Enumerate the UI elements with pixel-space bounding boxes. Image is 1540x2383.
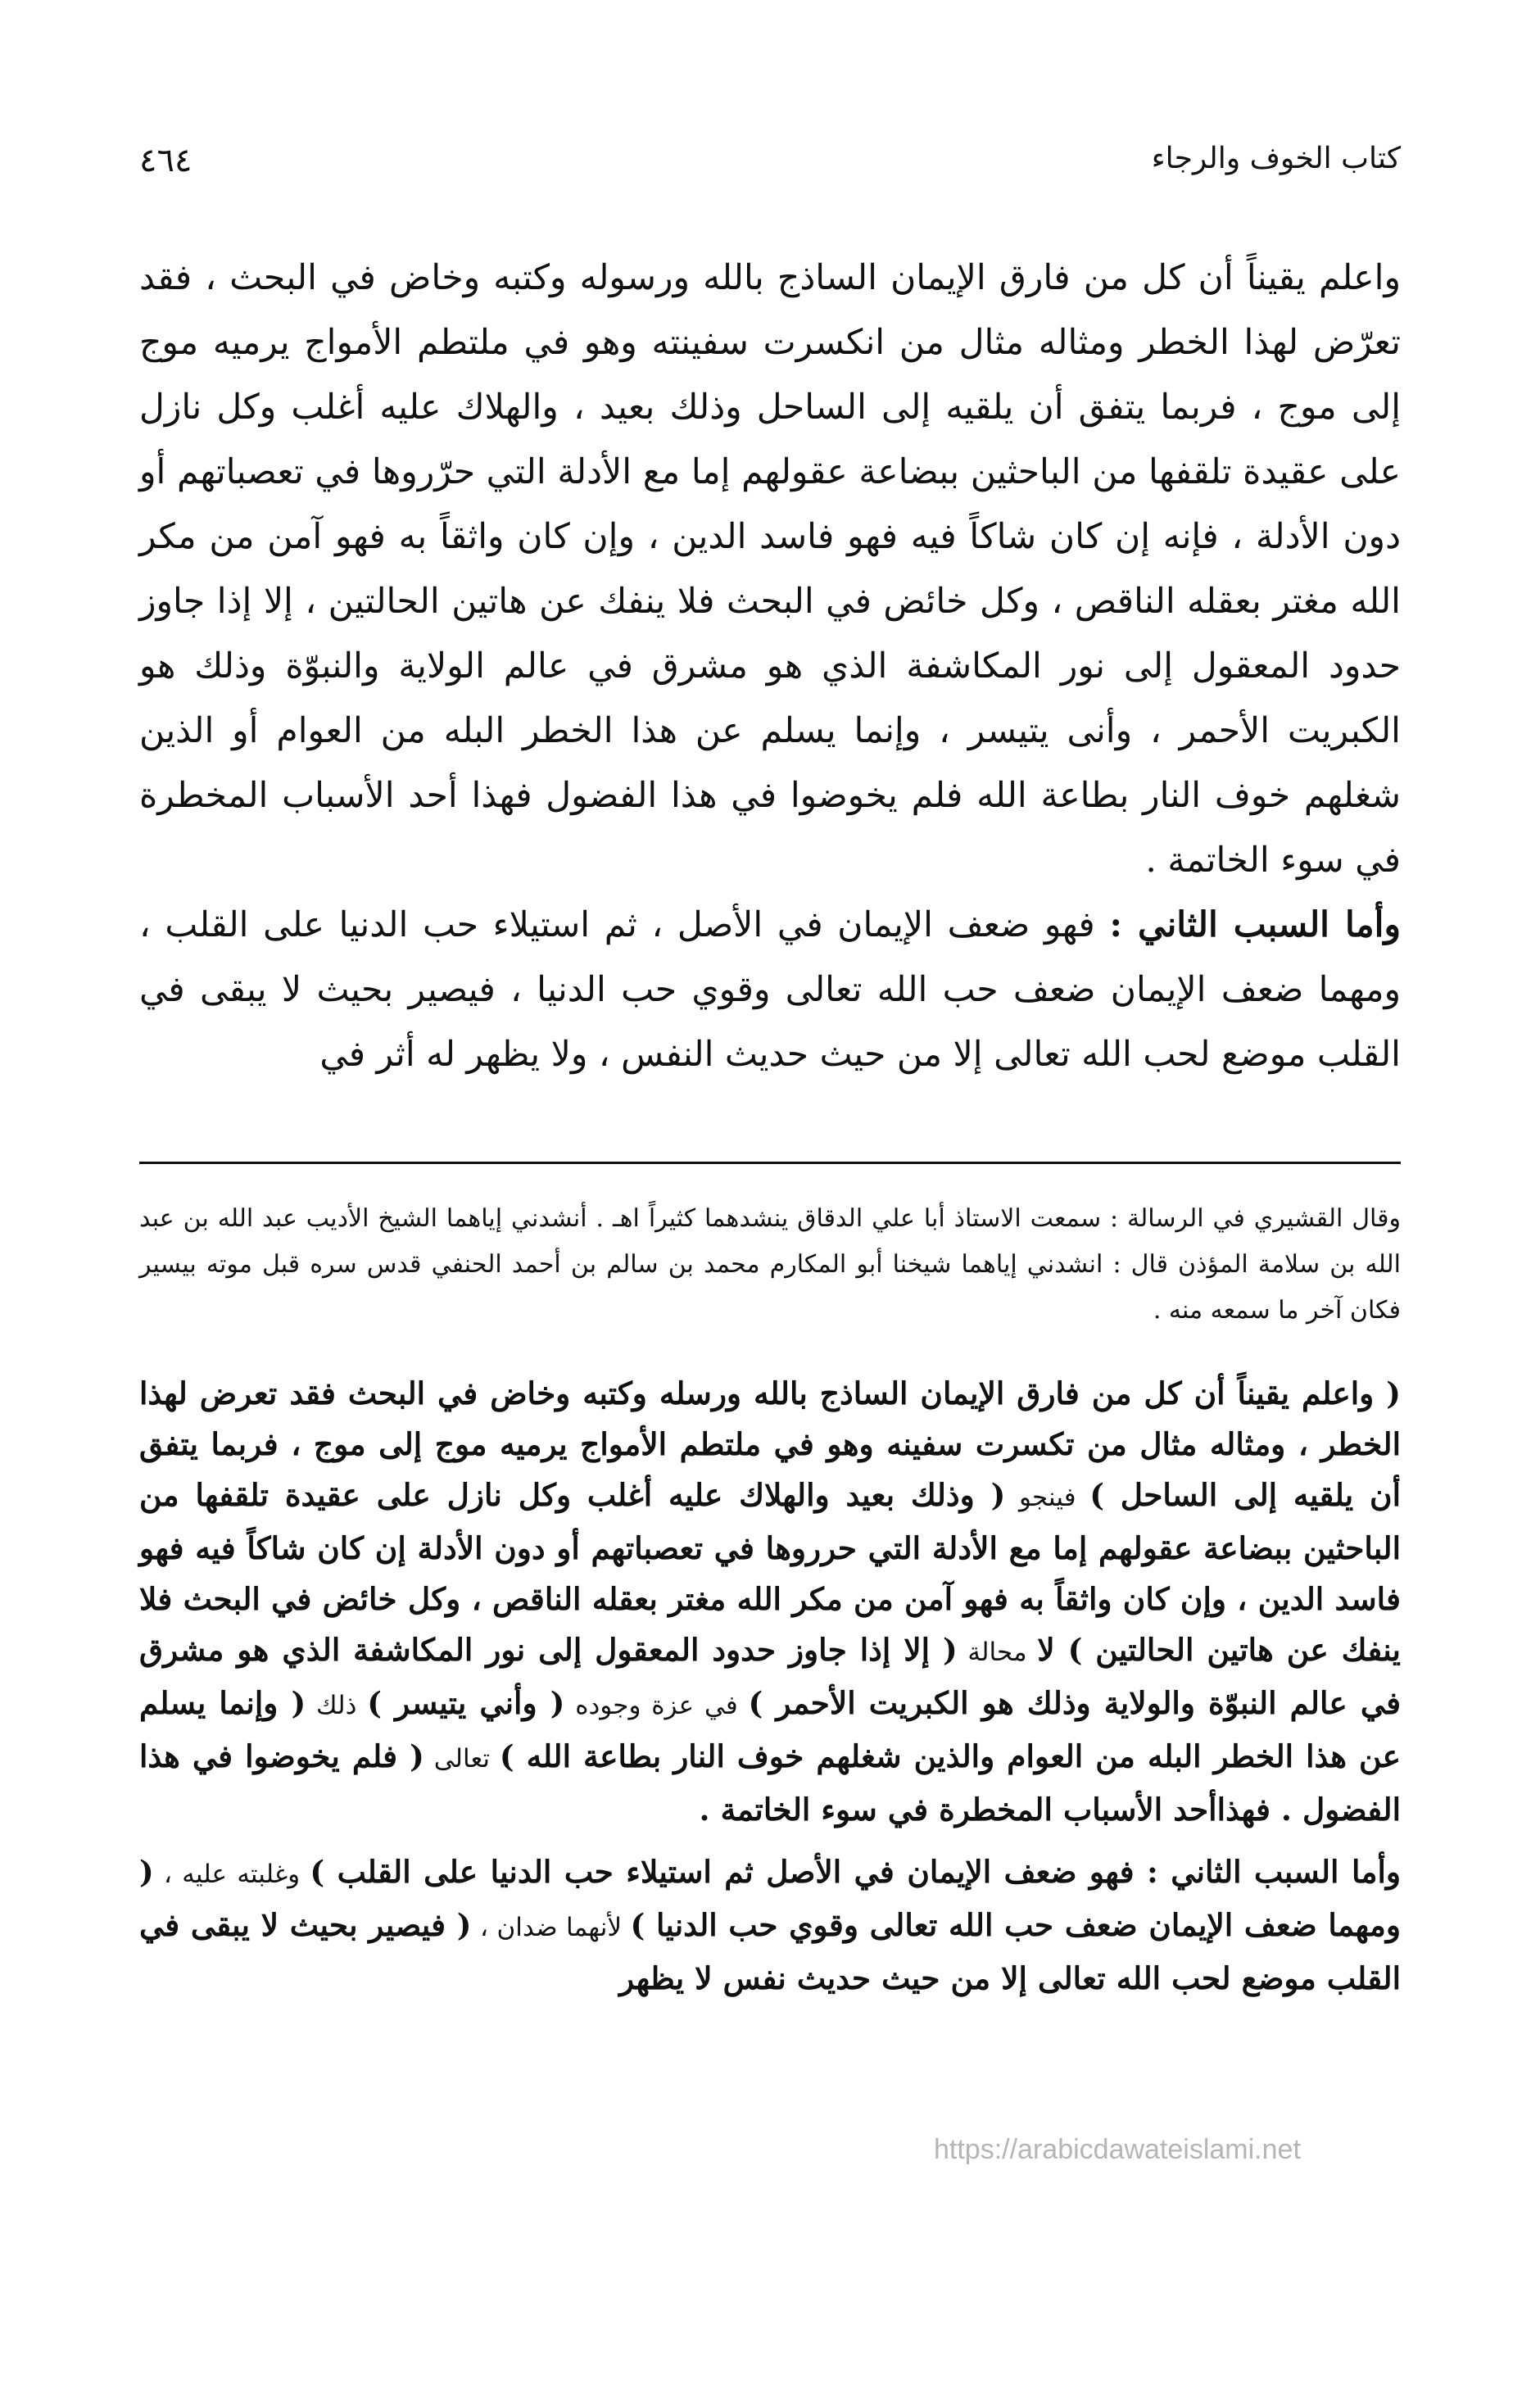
- section-lead: وأما السبب الثاني :: [1109, 904, 1401, 945]
- main-paragraph-2-text: فهو ضعف الإيمان في الأصل ، ثم استيلاء حب الدنيا على القلب ، ومهما ضعف الإيمان ضعف حب الله تعالى وقوي حب الدنيا ، فيصير بحيث لا يبقى في القلب موضع لحب الله تعالى إلا من حيث حديث النفس ، ولا يظهر له أثر في: [139, 905, 1401, 1075]
- commentary-quote: ( فلم يخوضوا في هذا الفضول . فهذاأحد الأسباب المخطرة في سوء الخاتمة .: [139, 1738, 1401, 1828]
- commentary-gloss: ذلك: [306, 1691, 368, 1720]
- running-title: كتاب الخوف والرجاء: [1151, 142, 1401, 175]
- commentary-quote: ( واعلم يقيناً أن كل من فارق الإيمان الساذج بالله ورسله وكتبه وخاض في البحث فقد تعرض لهذا الخطر ، ومثاله مثال من تكسرت سفينه وهو في ملتطم الأمواج يرميه موج إلى موج ، فربما يتفق أن يلقيه إلى الساحل ): [139, 1375, 1401, 1513]
- commentary-gloss: في عزة وجوده: [564, 1691, 749, 1720]
- commentary-quote: ( فيصير بحيث لا يبقى في القلب موضع لحب الله تعالى إلا من حيث حديث نفس لا يظهر: [139, 1907, 1401, 1996]
- main-paragraph-1: واعلم يقيناً أن كل من فارق الإيمان الساذج بالله ورسوله وكتبه وخاض في البحث ، فقد تعرّض لهذا الخطر ومثاله مثال من انكسرت سفينته وهو في ملتطم الأمواج يرميه موج إلى موج ، فربما يتفق أن يلقيه إلى الساحل وذلك بعيد ، والهلاك عليه أغلب وكل نازل على عقيدة تلقفها من الباحثين ببضاعة عقولهم إما مع الأدلة التي حرّروها في تعصباتهم أو دون الأدلة ، فإنه إن كان شاكاً فيه فهو فاسد الدين ، وإن كان واثقاً به فهو آمن من مكر الله مغتر بعقله الناقص ، وكل خائض في البحث فلا ينفك عن هاتين الحالتين ، إلا إذا جاوز حدود المعقول إلى نور المكاشفة الذي هو مشرق في عالم الولاية والنبوّة وذلك هو الكبريت الأحمر ، وأنى يتيسر ، وإنما يسلم عن هذا الخطر البله من العوام أو الذين شغلهم خوف النار بطاعة الله فلم يخوضوا في هذا الفضول فهذا أحد الأسباب المخطرة في سوء الخاتمة .: [139, 258, 1401, 881]
- commentary-gloss: لأنهما ضدان ،: [471, 1913, 631, 1942]
- commentary-gloss: فينجو: [1005, 1483, 1090, 1512]
- main-paragraph-2: [139, 893, 1401, 1087]
- commentary-gloss: محالة: [957, 1638, 1038, 1667]
- commentary-gloss: وغلبته عليه ،: [153, 1860, 310, 1889]
- commentary-quote: وأما السبب الثاني : فهو ضعف الإيمان في الأصل ثم استيلاء حب الدنيا على القلب ): [310, 1854, 1401, 1890]
- footnote-text: وقال القشيري في الرسالة : سمعت الاستاذ أبا علي الدقاق ينشدهما كثيراً اهـ . أنشدني إياهما الشيخ الأديب عبد الله بن عبد الله بن سلامة المؤذن قال : انشدني إياهما شيخنا أبو المكارم محمد بن سالم بن أحمد الحنفي قدس سره قبل موته بيسير فكان آخر ما سمعه منه .: [139, 1204, 1401, 1325]
- watermark-url: https://arabicdawateislami.net: [934, 2134, 1301, 2165]
- commentary-paragraph-2: [139, 1846, 1401, 2004]
- commentary-paragraph-1: [139, 1368, 1401, 1835]
- commentary-quote: ( وأني يتيسر ): [367, 1685, 565, 1721]
- commentary-quote: ( إلا إذا جاوز حدود المعقول إلى نور المكاشفة الذي هو مشرق في عالم النبوّة والولاية وذلك هو الكبريت الأحمر ): [139, 1632, 1401, 1721]
- commentary: [139, 1368, 1401, 2004]
- footnote: [139, 1196, 1401, 1334]
- main-text: [139, 246, 1401, 1087]
- page-number: ٤٦٤: [139, 142, 192, 179]
- footnote-divider: [139, 1162, 1401, 1164]
- commentary-quote: ( ومهما ضعف الإيمان ضعف حب الله تعالى وقوي حب الدنيا ): [139, 1854, 1401, 1943]
- commentary-quote: ( وإنما يسلم عن هذا الخطر البله من العوام والذين شغلهم خوف النار بطاعة الله ): [139, 1685, 1401, 1774]
- page-header: [139, 135, 1401, 193]
- commentary-quote: ( وذلك بعيد والهلاك عليه أغلب وكل نازل على عقيدة تلقفها من الباحثين ببضاعة عقولهم إما مع الأدلة التي حرروها في تعصباتهم أو دون الأدلة إن كان شاكاً فيه فهو فاسد الدين ، وإن كان واثقاً به فهو آمن من مكر الله مغتر بعقله الناقص ، وكل خائض في البحث فلا ينفك عن هاتين الحالتين ) لا: [139, 1477, 1401, 1668]
- commentary-gloss: تعالى: [424, 1744, 500, 1774]
